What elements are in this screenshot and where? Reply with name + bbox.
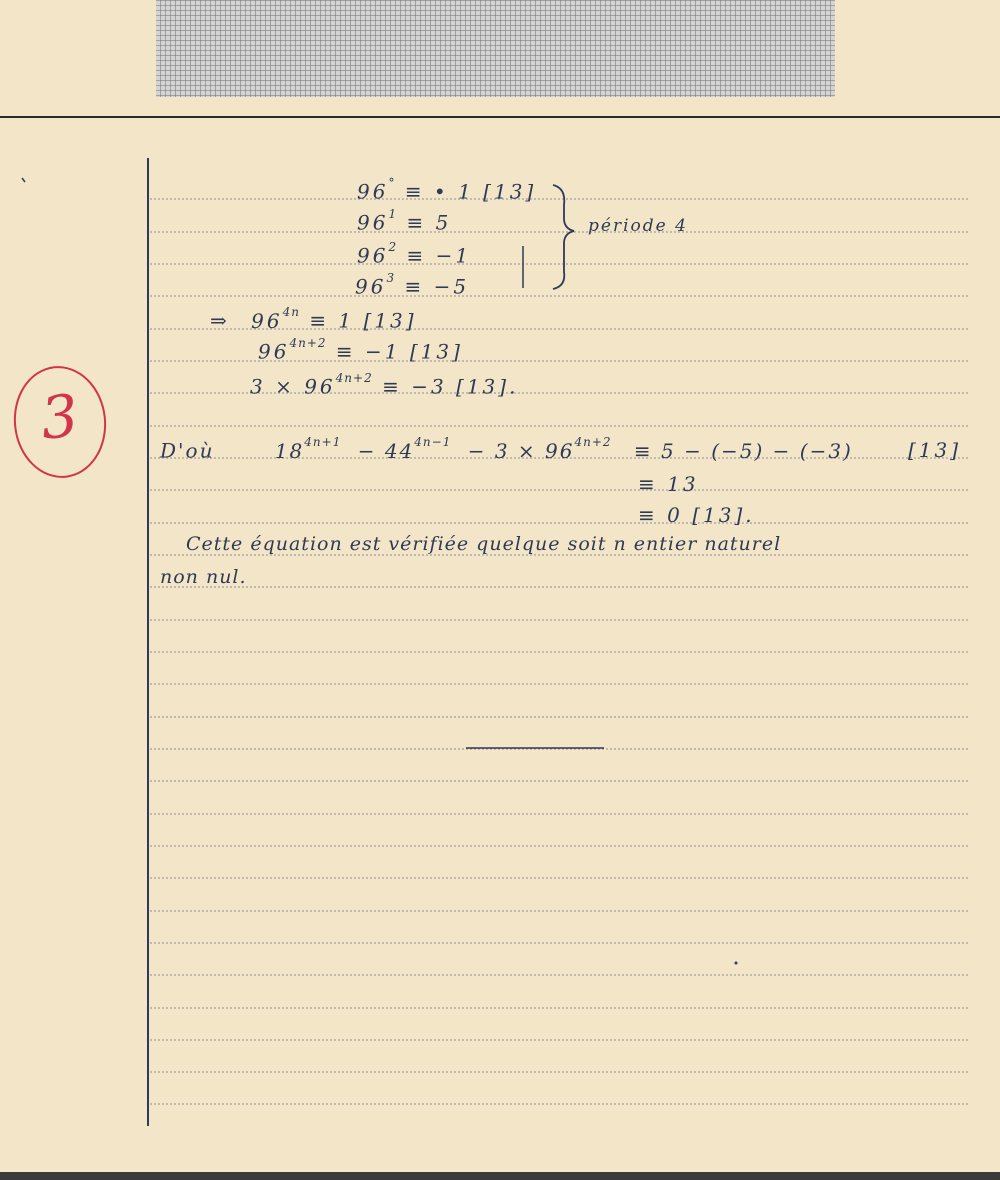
grid-header-strip — [156, 0, 835, 97]
prefix: D'où — [160, 438, 215, 463]
exponent: 3 — [386, 271, 396, 285]
line-10: ≡ 0 [13]. — [638, 503, 755, 527]
congruence: ≡ 5 − (−5) − (−3) — [633, 438, 853, 463]
term: − 44 — [357, 438, 415, 463]
congruence: ≡ −5 — [404, 274, 470, 299]
line-6 — [258, 336, 463, 364]
term: 96 — [258, 339, 290, 364]
exponent: 2 — [388, 240, 398, 254]
exponent: 1 — [388, 207, 398, 221]
line-7 — [250, 371, 519, 399]
congruence: ≡ −1 — [406, 243, 472, 268]
period-brace — [553, 185, 574, 289]
conclusion-line-2: non nul. — [160, 566, 247, 588]
ruled-lines — [150, 199, 968, 1104]
bottom-edge — [0, 1172, 1000, 1180]
line-3 — [357, 240, 472, 268]
term: 96 — [357, 243, 389, 268]
term: − 3 × 96 — [467, 438, 575, 463]
line-2 — [357, 207, 452, 235]
exponent: 4n+2 — [289, 336, 327, 350]
congruence: ≡ −3 [13]. — [382, 374, 519, 399]
exponent: 4n+2 — [335, 371, 373, 385]
exponent: 4n — [282, 305, 300, 319]
term: 18 — [274, 438, 305, 463]
implies-arrow: ⇒ — [210, 308, 230, 333]
term: 96 — [251, 308, 283, 333]
congruence: ≡ −1 [13] — [335, 339, 463, 364]
congruence: ≡ 5 — [406, 210, 452, 235]
stray-mark — [22, 178, 25, 182]
congruence: ≡ 1 [13] — [309, 308, 417, 333]
line-8 — [160, 435, 853, 463]
circled-number: 3 — [37, 381, 82, 453]
exponent: 4n+1 — [304, 435, 342, 449]
term: 96 — [357, 179, 389, 204]
line-8-modulus: [13] — [908, 438, 962, 462]
conclusion-line-1: Cette équation est vérifiée quelque soit n entier naturel — [186, 533, 782, 555]
line-9: ≡ 13 — [638, 472, 699, 496]
period-label: période 4 — [588, 216, 688, 236]
exponent: 4n−1 — [414, 435, 452, 449]
exponent: 4n+2 — [574, 435, 612, 449]
line-1 — [357, 176, 537, 204]
line-5 — [210, 305, 417, 333]
term: 96 — [355, 274, 387, 299]
line-4 — [355, 271, 470, 299]
congruence: ≡ • 1 [13] — [404, 179, 537, 204]
term: 3 × 96 — [250, 374, 336, 399]
stray-dot — [735, 962, 738, 965]
term: 96 — [357, 210, 389, 235]
exponent: ° — [388, 176, 396, 190]
